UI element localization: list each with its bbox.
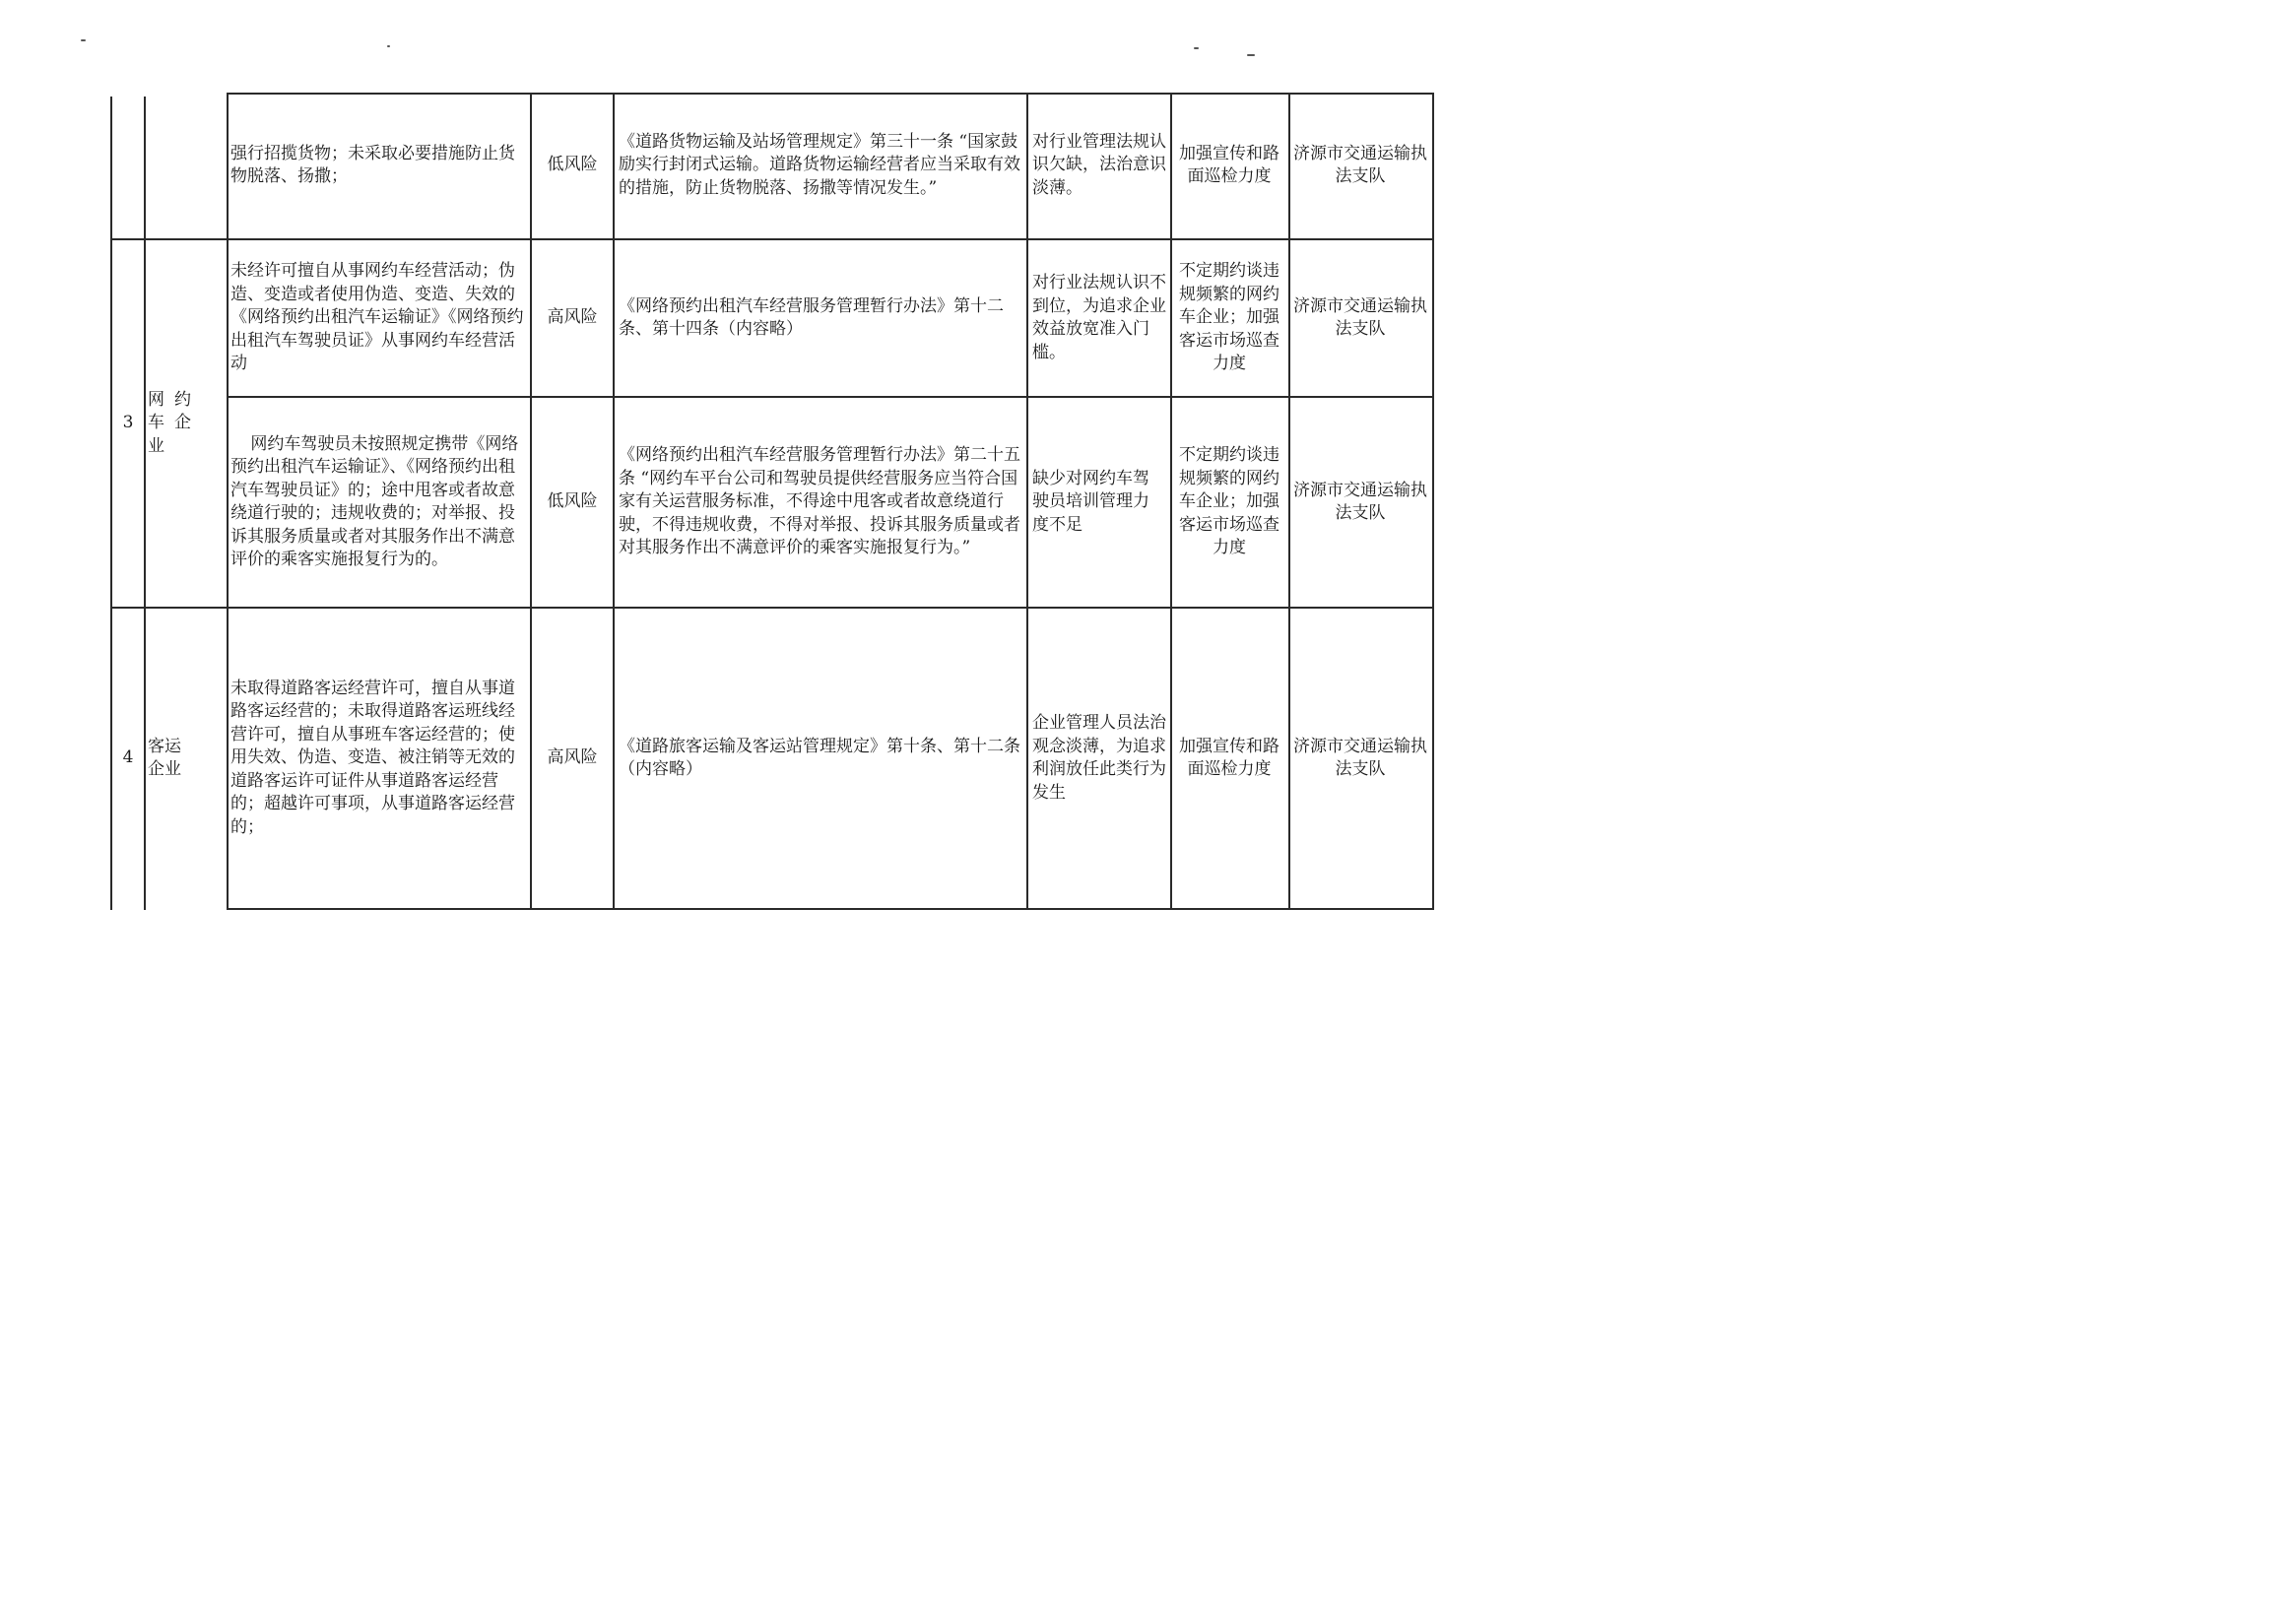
table-row [230, 398, 524, 607]
basis-cell: 《道路货物运输及站场管理规定》第三十一条 “国家鼓励实行封闭式运输。道路货物运输经营者应当采取有效的措施，防止货物脱落、扬撒等情况发生。” [619, 131, 1020, 198]
table-row [148, 240, 209, 607]
table-row [532, 609, 613, 908]
table-row [1032, 398, 1158, 607]
scanned-page [0, 0, 1544, 1089]
table-row [1174, 609, 1284, 908]
table-row [148, 609, 187, 908]
table-rule [227, 908, 1434, 910]
table-row [532, 398, 613, 607]
table-rule [144, 97, 146, 910]
table-row [532, 93, 613, 238]
table-row [1292, 398, 1428, 607]
behavior-cell: 网约车驾驶员未按照规定携带《网络预约出租汽车运输证》、《网络预约出租汽车驾驶员证》的；途中甩客或者故意绕道行驶的；违规收费的；对举报、投诉其服务质量或者对其服务作出不满意评价的乘客实施报复行为的。 [230, 433, 519, 569]
table-rule [613, 93, 615, 910]
cause-cell: 对行业管理法规认识欠缺，法治意识淡薄。 [1032, 131, 1166, 198]
scan-speck [1247, 54, 1255, 56]
table-row [112, 240, 144, 607]
table-row [1174, 93, 1284, 238]
table-rule [1170, 93, 1172, 910]
scan-speck [387, 45, 390, 47]
table-row [532, 240, 613, 396]
category-cell: 网约车企业 [148, 389, 201, 456]
table-row [1292, 93, 1428, 238]
row-number-cell: 3 [122, 413, 134, 433]
table-row [619, 93, 1020, 238]
table-row [619, 609, 1020, 908]
unit-cell: 济源市交通运输执法支队 [1293, 143, 1427, 186]
behavior-cell: 强行招揽货物；未采取必要措施防止货物脱落、扬撒； [230, 143, 515, 186]
risk-level-cell: 低风险 [547, 491, 598, 512]
scan-speck [81, 39, 86, 41]
behavior-cell: 未取得道路客运经营许可，擅自从事道路客运经营的；未取得道路客运班线经营许可，擅自从事班车客运经营的；使用失效、伪造、变造、被注销等无效的道路客运许可证件从事道路客运经营的；超越许可事项，从事道路客运经营的； [230, 678, 515, 837]
basis-cell: 《网络预约出租汽车经营服务管理暂行办法》第二十五条 “网约车平台公司和驾驶员提供经营服务应当符合国家有关运营服务标准，不得途中甩客或者故意绕道行驶，不得违规收费，不得对举报、投诉其服务质量或者对其服务作出不满意评价的乘客实施报复行为。” [619, 445, 1020, 558]
unit-cell: 济源市交通运输执法支队 [1293, 736, 1427, 779]
table-rule [227, 93, 229, 910]
unit-cell: 济源市交通运输执法支队 [1293, 480, 1427, 523]
table-rule [1026, 93, 1028, 910]
table-row [1174, 398, 1284, 607]
category-cell: 客运企业 [148, 736, 181, 779]
risk-table [110, 93, 1434, 910]
measure-cell: 加强宣传和路面巡检力度 [1179, 143, 1279, 186]
table-row [1032, 609, 1166, 908]
measure-cell: 不定期约谈违规频繁的网约车企业；加强客运市场巡查力度 [1179, 445, 1279, 558]
table-row [619, 240, 1020, 396]
table-row [230, 609, 526, 908]
cause-cell: 企业管理人员法治观念淡薄，为追求利润放任此类行为发生 [1032, 713, 1166, 803]
table-row [1292, 240, 1428, 396]
table-row [230, 93, 524, 238]
table-row [1032, 240, 1166, 396]
cause-cell: 缺少对网约车驾驶员培训管理力度不足 [1032, 468, 1149, 535]
scan-speck [1194, 47, 1199, 49]
table-row [1292, 609, 1428, 908]
row-number-cell: 4 [122, 747, 134, 768]
measure-cell: 加强宣传和路面巡检力度 [1179, 736, 1279, 779]
behavior-cell: 未经许可擅自从事网约车经营活动；伪造、变造或者使用伪造、变造、失效的《网络预约出租汽车运输证》《网络预约出租汽车驾驶员证》从事网约车经营活动 [230, 261, 524, 374]
table-row [619, 398, 1020, 607]
table-row [230, 240, 524, 396]
table-row [112, 609, 144, 908]
table-row [1174, 240, 1284, 396]
basis-cell: 《道路旅客运输及客运站管理规定》第十条、第十二条（内容略） [619, 736, 1020, 779]
risk-level-cell: 低风险 [547, 155, 598, 175]
unit-cell: 济源市交通运输执法支队 [1293, 295, 1427, 339]
cause-cell: 对行业法规认识不到位，为追求企业效益放宽准入门槛。 [1032, 273, 1166, 362]
table-row [1032, 93, 1166, 238]
risk-level-cell: 高风险 [547, 307, 598, 328]
table-rule [1288, 93, 1290, 910]
basis-cell: 《网络预约出租汽车经营服务管理暂行办法》第十二条、第十四条（内容略） [619, 295, 1004, 339]
table-rule [1432, 93, 1434, 910]
risk-level-cell: 高风险 [547, 747, 598, 768]
measure-cell: 不定期约谈违规频繁的网约车企业；加强客运市场巡查力度 [1179, 261, 1279, 374]
